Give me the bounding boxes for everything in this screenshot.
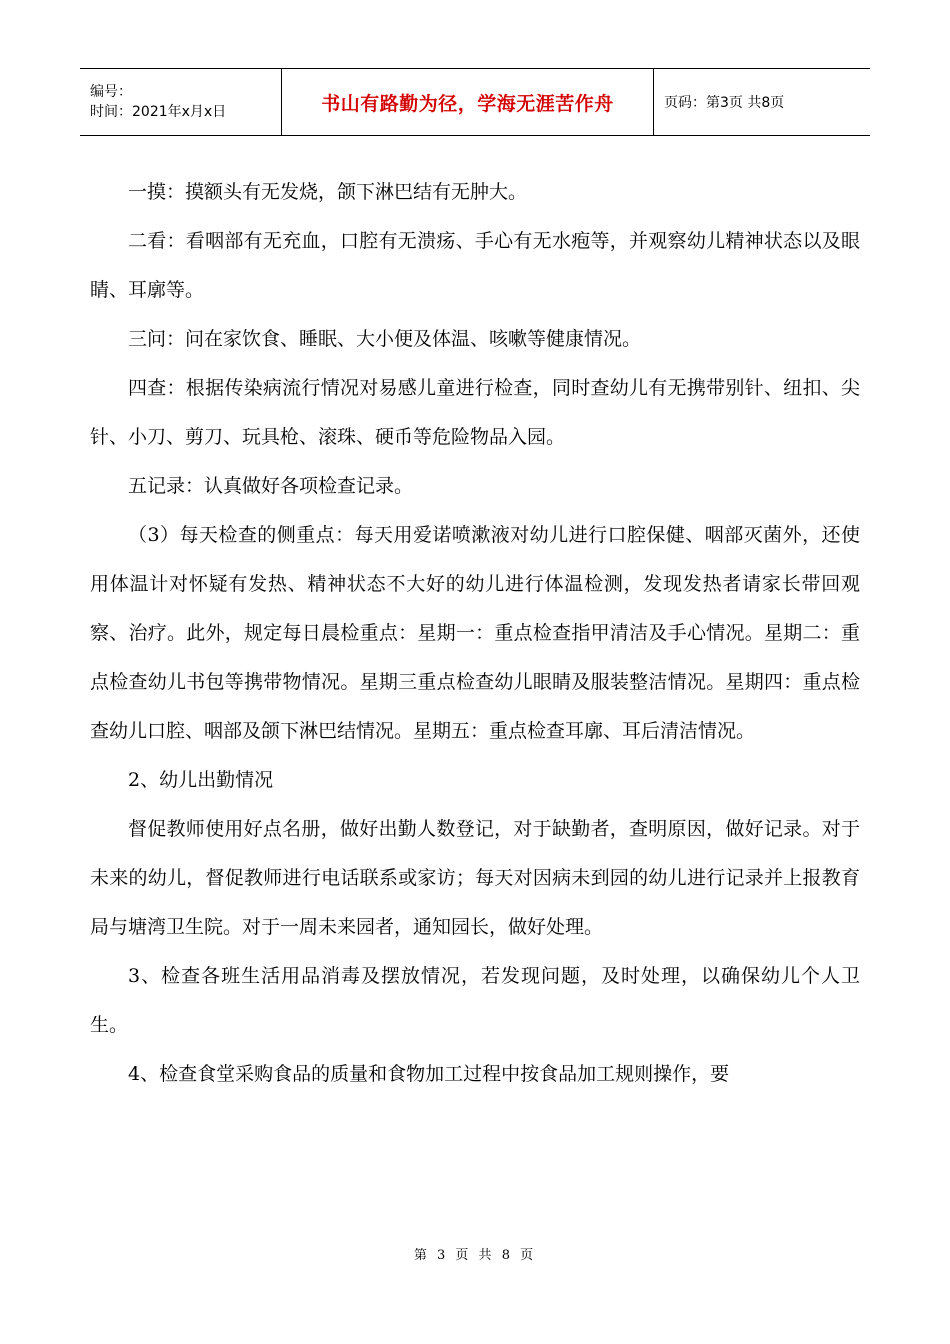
paragraph-check: 四查：根据传染病流行情况对易感儿童进行检查，同时查幼儿有无携带别针、纽扣、尖针、小刀、剪刀、玩具枪、滚珠、硬币等危险物品入园。: [90, 377, 860, 448]
document-body: [90, 168, 860, 1099]
serial-number-label: 编号：: [90, 84, 132, 100]
header-motto: 书山有路勤为径，学海无涯苦作舟: [321, 92, 614, 115]
paragraph-touch: 一摸：摸额头有无发烧，颌下淋巴结有无肿大。: [128, 181, 528, 203]
date-label: 时间：2021年x月x日: [90, 104, 227, 120]
paragraph-supplies: 3、检查各班生活用品消毒及摆放情况，若发现问题，及时处理，以确保幼儿个人卫生。: [90, 965, 860, 1036]
paragraph-ask: 三问：问在家饮食、睡眠、大小便及体温、咳嗽等健康情况。: [128, 328, 642, 350]
page-code-label: 页码：第3页 共8页: [664, 95, 785, 111]
paragraph-canteen: 4、检查食堂采购食品的质量和食物加工过程中按食品加工规则操作，要: [128, 1063, 730, 1085]
paragraph-daily-focus: （3）每天检查的侧重点：每天用爱诺喷漱液对幼儿进行口腔保健、咽部灭菌外，还使用体温计对怀疑有发热、精神状态不大好的幼儿进行体温检测，发现发热者请家长带回观察、治疗。此外，规定每日晨检重点：星期一：重点检查指甲清洁及手心情况。星期二：重点检查幼儿书包等携带物情况。星期三重点检查幼儿眼睛及服装整洁情况。星期四：重点检查幼儿口腔、咽部及颌下淋巴结情况。星期五：重点检查耳廓、耳后清洁情况。: [90, 524, 860, 742]
header-meta: [80, 69, 282, 135]
header-motto-cell: [282, 69, 654, 135]
paragraph-record: 五记录：认真做好各项检查记录。: [128, 475, 414, 497]
header-page-code: [654, 69, 870, 135]
document-header: [80, 68, 870, 136]
section-heading-attendance: 2、幼儿出勤情况: [128, 769, 274, 791]
page-footer: 第 3 页 共 8 页: [413, 1248, 537, 1263]
paragraph-look: 二看：看咽部有无充血，口腔有无溃疡、手心有无水疱等，并观察幼儿精神状态以及眼睛、耳廓等。: [90, 230, 860, 301]
paragraph-attendance: 督促教师使用好点名册，做好出勤人数登记，对于缺勤者，查明原因，做好记录。对于未来的幼儿，督促教师进行电话联系或家访；每天对因病未到园的幼儿进行记录并上报教育局与塘湾卫生院。对于一周未来园者，通知园长，做好处理。: [90, 818, 860, 938]
